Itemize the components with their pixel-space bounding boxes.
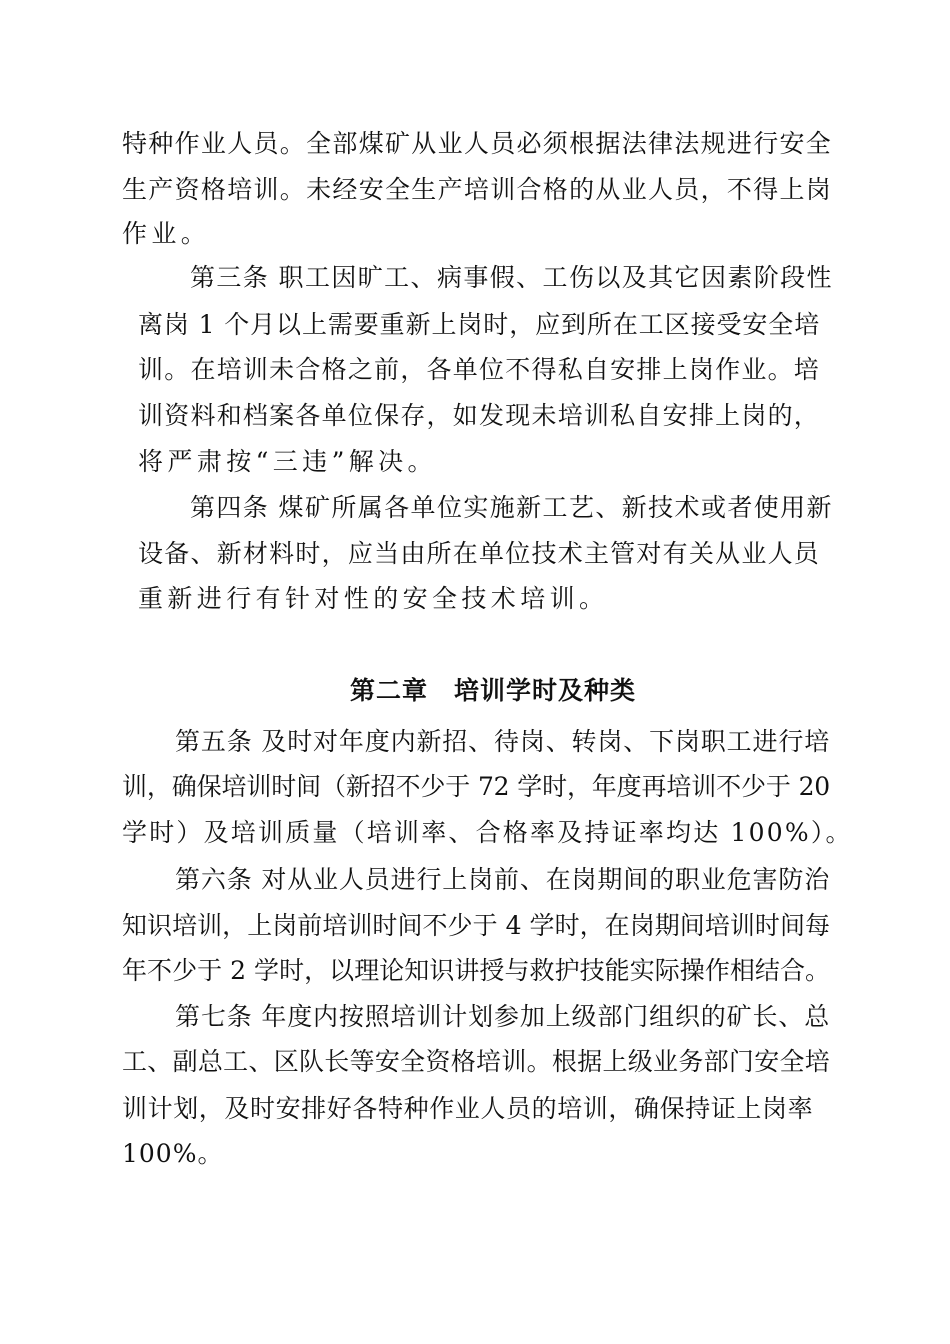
article-5-line: 第五条 及时对年度内新招、待岗、转岗、下岗职工进行培 [175, 727, 830, 756]
article-3-line: 训资料和档案各单位保存，如发现未培训私自安排上岗的， [138, 401, 820, 430]
article-5-line: 学时）及培训质量（培训率、合格率及持证率均达 100%）。 [122, 818, 853, 847]
paragraph-line: 生产资格培训。未经安全生产培训合格的从业人员，不得上岗 [122, 175, 832, 204]
article-6-line: 第六条 对从业人员进行上岗前、在岗期间的职业危害防治 [175, 865, 830, 894]
article-3-line: 离岗 1 个月以上需要重新上岗时，应到所在工区接受安全培 [138, 310, 820, 339]
paragraph-line: 作业。 [122, 219, 211, 248]
article-4-line: 重新进行有针对性的安全技术培训。 [138, 584, 609, 613]
article-3-line: 将严肃按“三违”解决。 [138, 447, 437, 476]
article-3-line: 第三条 职工因旷工、病事假、工伤以及其它因素阶段性 [190, 263, 833, 292]
article-7-line: 100%。 [122, 1139, 224, 1168]
article-7-line: 第七条 年度内按照培训计划参加上级部门组织的矿长、总 [175, 1002, 830, 1031]
chapter-heading: 第二章 培训学时及种类 [350, 676, 637, 705]
article-6-line: 知识培训，上岗前培训时间不少于 4 学时，在岗期间培训时间每 [122, 911, 830, 940]
article-3-line: 训。在培训未合格之前，各单位不得私自安排上岗作业。培 [138, 355, 820, 384]
article-6-line: 年不少于 2 学时，以理论知识讲授与救护技能实际操作相结合。 [122, 956, 830, 985]
article-4-line: 设备、新材料时，应当由所在单位技术主管对有关从业人员 [138, 539, 820, 568]
paragraph-line: 特种作业人员。全部煤矿从业人员必须根据法律法规进行安全 [122, 129, 832, 158]
article-5-line: 训，确保培训时间（新招不少于 72 学时，年度再培训不少于 20 [122, 772, 830, 801]
article-4-line: 第四条 煤矿所属各单位实施新工艺、新技术或者使用新 [190, 493, 833, 522]
article-7-line: 工、副总工、区队长等安全资格培训。根据上级业务部门安全培 [122, 1047, 830, 1076]
article-7-line: 训计划，及时安排好各特种作业人员的培训，确保持证上岗率 [122, 1094, 814, 1123]
